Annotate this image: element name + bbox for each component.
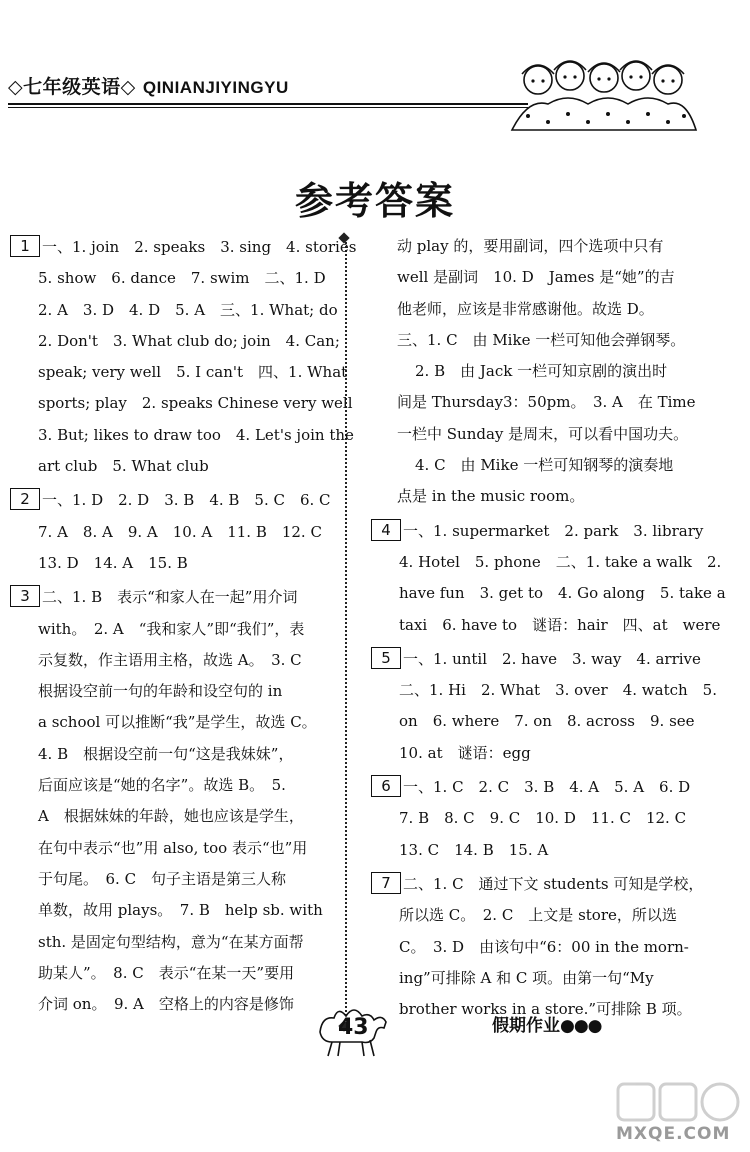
answer-line: 动 play 的，要用副词，四个选项中只有 xyxy=(397,237,664,255)
answer-line: 4. Hotel 5. phone 二、1. take a walk 2. xyxy=(399,552,722,571)
answer-line: 一、1. supermarket 2. park 3. library xyxy=(403,521,704,540)
footer-label xyxy=(492,1011,602,1036)
answer-line: 在句中表示“也”用 also, too 表示“也”用 xyxy=(38,838,308,857)
answer-line: art club 5. What club xyxy=(38,457,209,476)
answer-line: 单数，故用 plays。 7. B help sb. with xyxy=(38,901,323,920)
block-number: 3 xyxy=(10,585,40,607)
answer-line: 13. C 14. B 15. A xyxy=(399,840,549,859)
answer-line: 7. A 8. A 9. A 10. A 11. B 12. C xyxy=(38,522,322,541)
answer-block-2 xyxy=(10,485,332,579)
answer-line: 2. Don't 3. What club do; join 4. Can; xyxy=(38,331,340,350)
answer-line: 二、1. B 表示“和家人在一起”用介词 xyxy=(42,588,298,607)
header-title-en: QINIANJIYINGYU xyxy=(142,78,289,97)
answer-block-7 xyxy=(371,869,704,1025)
answer-line: 4. B 根据设空前一句“这是我妹妹”， xyxy=(38,744,294,763)
answer-line: 10. at 谜语：egg xyxy=(399,743,531,762)
answer-line: 介词 on。 9. A 空格上的内容是修饰 xyxy=(38,995,294,1014)
left-column xyxy=(10,232,357,1023)
block-number: 6 xyxy=(371,775,401,797)
answer-line: 示复数，作主语用主格，故选 A。 3. C xyxy=(38,650,302,669)
header-title xyxy=(8,72,289,99)
answer-line: a school 可以推断“我”是学生，故选 C。 xyxy=(38,713,317,732)
block-number: 1 xyxy=(10,235,40,257)
answer-line: 一、1. until 2. have 3. way 4. arrive xyxy=(403,649,701,668)
answer-line: 间是 Thursday3：50pm。 3. A 在 Time xyxy=(397,393,696,412)
answer-line: 13. D 14. A 15. B xyxy=(38,553,188,572)
answer-block-1 xyxy=(10,232,357,482)
answer-line: 于句尾。 6. C 句子主语是第三人称 xyxy=(38,869,287,888)
answer-line: with。 2. A “我和家人”即“我们”，表 xyxy=(38,619,305,638)
answer-line: 一、1. D 2. D 3. B 4. B 5. C 6. C xyxy=(42,491,331,510)
answer-line: 二、1. C 通过下文 students 可知是学校， xyxy=(403,874,704,893)
block-number: 5 xyxy=(371,647,401,669)
answer-block-6 xyxy=(371,772,692,866)
answer-block-3 xyxy=(10,582,332,1020)
answer-block-5 xyxy=(371,644,717,769)
answer-line: taxi 6. have to 谜语：hair 四、at were xyxy=(399,615,721,634)
answer-line: C。 3. D 由该句中“6：00 in the morn- xyxy=(399,937,689,956)
answer-line: 一栏中 Sunday 是周末，可以看中国功夫。 xyxy=(397,424,689,443)
answer-line: have fun 3. get to 4. Go along 5. take a xyxy=(399,584,726,603)
footer-label-text: 假期作业 xyxy=(492,1016,560,1036)
answer-line: sports; play 2. speaks Chinese very well xyxy=(38,394,353,413)
answer-line: 所以选 C。 2. C 上文是 store，所以选 xyxy=(399,906,677,925)
answer-line: 5. show 6. dance 7. swim 二、1. D xyxy=(38,269,326,288)
answer-line: 二、1. Hi 2. What 3. over 4. watch 5. xyxy=(399,681,717,700)
answer-line: sth. 是固定句型结构，意为“在某方面帮 xyxy=(38,932,304,951)
page-number: 43 xyxy=(338,1015,369,1040)
answer-line: ing”可排除 A 和 C 项。由第一句“My xyxy=(399,968,654,987)
answer-line: on 6. where 7. on 8. across 9. see xyxy=(399,712,695,731)
answer-line: 4. C 由 Mike 一栏可知钢琴的演奏地 xyxy=(415,456,674,475)
right-column xyxy=(381,231,726,1028)
cartoon-kids-illustration xyxy=(508,52,698,130)
answer-line: 一、1. join 2. speaks 3. sing 4. stories xyxy=(42,238,357,256)
header-rule xyxy=(8,103,528,105)
answer-line: 2. A 3. D 4. D 5. A 三、1. What; do xyxy=(38,300,338,319)
page-header xyxy=(0,0,750,130)
answer-line: 7. B 8. C 9. C 10. D 11. C 12. C xyxy=(399,809,687,828)
answer-line: 他老师，应该是非常感谢他。故选 D。 xyxy=(397,299,654,318)
block-number: 2 xyxy=(10,488,40,510)
answer-line: speak; very well 5. I can't 四、1. What xyxy=(38,363,348,382)
answer-line: 三、1. C 由 Mike 一栏可知他会弹钢琴。 xyxy=(397,330,686,349)
answer-line: brother works in a store.”可排除 B 项。 xyxy=(399,1000,692,1019)
header-title-cn: ◇七年级英语◇ xyxy=(8,76,136,98)
page-title: 参考答案 xyxy=(294,179,455,223)
answer-block-3-continued xyxy=(397,231,696,513)
block-number: 4 xyxy=(371,519,401,541)
answer-line: 3. But; likes to draw too 4. Let's join the xyxy=(38,425,354,444)
answer-line: 助某人”。 8. C 表示“在某一天”要用 xyxy=(38,963,295,982)
answer-line: 后面应该是“她的名字”。故选 B。 5. xyxy=(38,776,286,795)
answer-line: 点是 in the music room。 xyxy=(397,487,585,506)
answer-block-4 xyxy=(371,516,726,641)
answer-line: 一、1. C 2. C 3. B 4. A 5. A 6. D xyxy=(403,778,691,797)
answer-line: well 是副词 10. D James 是“她”的吉 xyxy=(397,268,675,287)
footer-dots: ●●● xyxy=(560,1016,602,1036)
watermark-text: MXQE.COM xyxy=(616,1124,731,1144)
answer-line: 根据设空前一句的年龄和设空句的 in xyxy=(38,682,283,701)
block-number: 7 xyxy=(371,872,401,894)
answer-line: A 根据妹妹的年龄，她也应该是学生， xyxy=(38,807,304,826)
answer-line: 2. B 由 Jack 一栏可知京剧的演出时 xyxy=(415,362,668,381)
header-rule-thin xyxy=(8,107,528,108)
